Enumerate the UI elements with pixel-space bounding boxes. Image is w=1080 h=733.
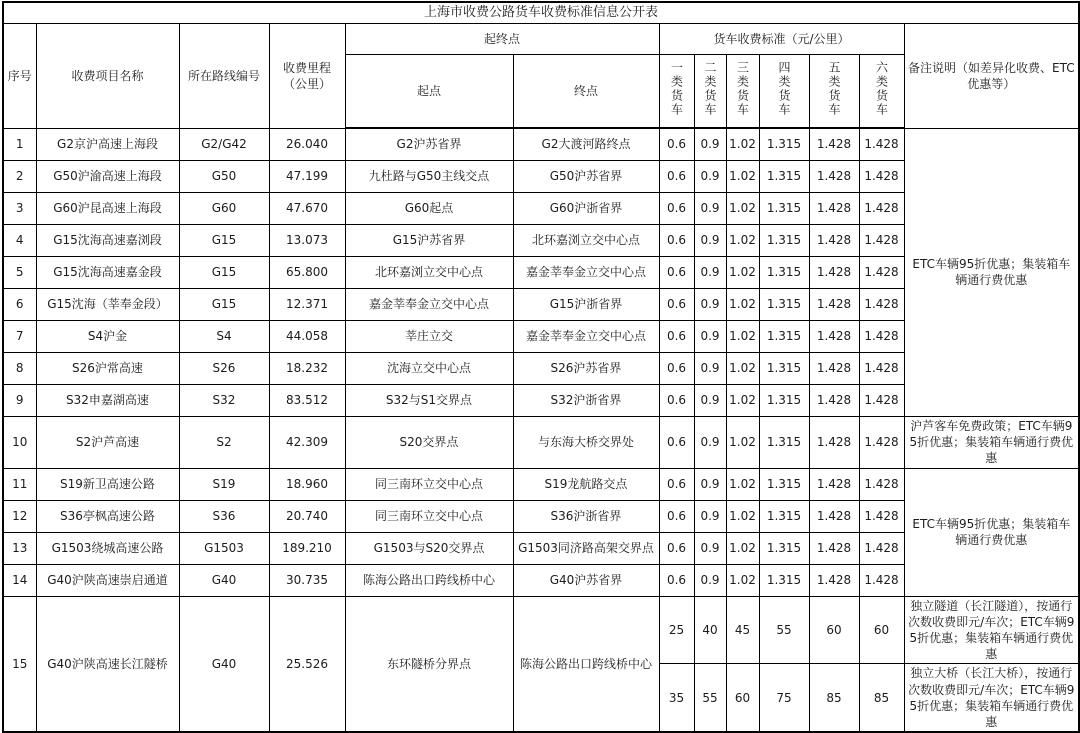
cell-fee-class-3: 1.02	[726, 564, 759, 596]
truck-class-3-label: 三类货车	[735, 60, 750, 117]
cell-fee-class-6: 85	[859, 664, 904, 732]
cell-fee-class-6: 1.428	[859, 161, 904, 193]
cell-fee-class-3: 1.02	[726, 257, 759, 289]
cell-fee-class-6: 1.428	[859, 417, 904, 469]
cell-fee-class-6: 1.428	[859, 128, 904, 161]
cell-mileage: 65.800	[269, 257, 345, 289]
cell-fee-class-2: 0.9	[694, 500, 726, 532]
cell-project-name: G15沈海高速嘉金段	[36, 257, 179, 289]
cell-start-point: G2沪苏省界	[345, 128, 513, 161]
cell-project-name: S36亭枫高速公路	[36, 500, 179, 532]
header-endpoints: 起终点	[345, 24, 659, 55]
cell-fee-class-1: 0.6	[659, 500, 694, 532]
cell-fee-class-5: 1.428	[809, 128, 859, 161]
table-title-row	[3, 2, 1079, 24]
cell-fee-class-1: 0.6	[659, 385, 694, 417]
cell-fee-class-1: 0.6	[659, 128, 694, 161]
header-mileage: 收费里程（公里）	[269, 24, 345, 129]
cell-fee-class-5: 1.428	[809, 161, 859, 193]
cell-fee-class-6: 1.428	[859, 257, 904, 289]
cell-fee-class-5: 1.428	[809, 417, 859, 469]
cell-fee-class-1: 0.6	[659, 417, 694, 469]
cell-fee-class-4: 55	[759, 596, 809, 664]
cell-project-name: G50沪渝高速上海段	[36, 161, 179, 193]
cell-fee-class-3: 1.02	[726, 417, 759, 469]
cell-fee-class-6: 1.428	[859, 532, 904, 564]
cell-fee-class-4: 1.315	[759, 468, 809, 500]
cell-project-name: S2沪芦高速	[36, 417, 179, 469]
cell-fee-class-5: 1.428	[809, 532, 859, 564]
cell-start-point: G60起点	[345, 193, 513, 225]
cell-remark: 沪芦客车免费政策；ETC车辆95折优惠；集装箱车辆通行费优惠	[904, 417, 1079, 469]
cell-fee-class-5: 1.428	[809, 385, 859, 417]
cell-seq: 1	[3, 128, 36, 161]
cell-fee-class-2: 0.9	[694, 564, 726, 596]
cell-end-point: G2大渡河路终点	[513, 128, 659, 161]
cell-mileage: 26.040	[269, 128, 345, 161]
cell-remark: 独立隧道（长江隧道），按通行次数收费即元/车次；ETC车辆95折优惠；集装箱车辆通行费优惠	[904, 596, 1079, 664]
header-remark: 备注说明（如差异化收费、ETC优惠等）	[904, 24, 1079, 129]
cell-route-number: S26	[179, 353, 269, 385]
cell-mileage: 83.512	[269, 385, 345, 417]
cell-seq: 8	[3, 353, 36, 385]
cell-seq: 11	[3, 468, 36, 500]
cell-remark: 独立大桥（长江大桥），按通行次数收费即元/车次；ETC车辆95折优惠；集装箱车辆通行费优惠	[904, 664, 1079, 732]
toll-fee-table	[2, 1, 1080, 733]
cell-end-point: S32沪浙省界	[513, 385, 659, 417]
cell-fee-class-6: 1.428	[859, 500, 904, 532]
cell-start-point: 嘉金莘奉金立交中心点	[345, 289, 513, 321]
cell-fee-class-6: 1.428	[859, 468, 904, 500]
cell-fee-class-1: 0.6	[659, 321, 694, 353]
cell-mileage: 47.199	[269, 161, 345, 193]
cell-fee-class-1: 0.6	[659, 161, 694, 193]
cell-end-point: S19龙航路交点	[513, 468, 659, 500]
cell-fee-class-5: 1.428	[809, 564, 859, 596]
cell-seq: 15	[3, 596, 36, 732]
cell-fee-class-2: 0.9	[694, 161, 726, 193]
cell-end-point: 北环嘉浏立交中心点	[513, 225, 659, 257]
cell-fee-class-1: 0.6	[659, 353, 694, 385]
cell-mileage: 42.309	[269, 417, 345, 469]
cell-fee-class-1: 25	[659, 596, 694, 664]
cell-fee-class-4: 1.315	[759, 321, 809, 353]
cell-route-number: G15	[179, 257, 269, 289]
cell-fee-class-3: 1.02	[726, 289, 759, 321]
cell-seq: 13	[3, 532, 36, 564]
cell-start-point: 同三南环立交中心点	[345, 468, 513, 500]
cell-start-point: 同三南环立交中心点	[345, 500, 513, 532]
cell-fee-class-5: 1.428	[809, 289, 859, 321]
cell-fee-class-2: 55	[694, 664, 726, 732]
cell-project-name: G40沪陕高速崇启通道	[36, 564, 179, 596]
cell-fee-class-3: 45	[726, 596, 759, 664]
cell-fee-class-5: 1.428	[809, 193, 859, 225]
table-row	[3, 596, 1079, 664]
cell-route-number: S2	[179, 417, 269, 469]
cell-end-point: 嘉金莘奉金立交中心点	[513, 321, 659, 353]
cell-end-point: 与东海大桥交界处	[513, 417, 659, 469]
cell-fee-class-2: 0.9	[694, 385, 726, 417]
cell-project-name: G60沪昆高速上海段	[36, 193, 179, 225]
cell-mileage: 189.210	[269, 532, 345, 564]
cell-fee-class-4: 1.315	[759, 532, 809, 564]
cell-fee-class-3: 1.02	[726, 321, 759, 353]
cell-fee-class-2: 0.9	[694, 128, 726, 161]
header-truck-class-6	[859, 55, 904, 129]
cell-route-number: G40	[179, 596, 269, 732]
cell-fee-class-1: 0.6	[659, 564, 694, 596]
cell-fee-class-1: 0.6	[659, 193, 694, 225]
cell-remark: ETC车辆95折优惠；集装箱车辆通行费优惠	[904, 468, 1079, 596]
cell-fee-class-3: 1.02	[726, 468, 759, 500]
header-fee-standard: 货车收费标准（元/公里）	[659, 24, 904, 55]
cell-seq: 14	[3, 564, 36, 596]
cell-fee-class-5: 1.428	[809, 257, 859, 289]
cell-seq: 3	[3, 193, 36, 225]
cell-fee-class-2: 0.9	[694, 417, 726, 469]
cell-fee-class-2: 0.9	[694, 225, 726, 257]
cell-fee-class-2: 0.9	[694, 468, 726, 500]
cell-start-point: 沈海立交中心点	[345, 353, 513, 385]
cell-end-point: G60沪浙省界	[513, 193, 659, 225]
cell-fee-class-6: 1.428	[859, 321, 904, 353]
cell-fee-class-2: 0.9	[694, 353, 726, 385]
truck-class-5-label: 五类货车	[827, 60, 841, 117]
cell-project-name: G40沪陕高速长江隧桥	[36, 596, 179, 732]
cell-start-point: S20交界点	[345, 417, 513, 469]
cell-fee-class-1: 0.6	[659, 532, 694, 564]
cell-start-point: 莘庄立交	[345, 321, 513, 353]
cell-fee-class-3: 1.02	[726, 161, 759, 193]
page-title: 上海市收费公路货车收费标准信息公开表	[3, 2, 1079, 24]
cell-fee-class-3: 1.02	[726, 128, 759, 161]
cell-fee-class-3: 1.02	[726, 353, 759, 385]
cell-route-number: S19	[179, 468, 269, 500]
cell-fee-class-5: 1.428	[809, 500, 859, 532]
header-route: 所在路线编号	[179, 24, 269, 129]
cell-start-point: G15沪苏省界	[345, 225, 513, 257]
cell-route-number: S32	[179, 385, 269, 417]
cell-fee-class-5: 1.428	[809, 468, 859, 500]
cell-end-point: 嘉金莘奉金立交中心点	[513, 257, 659, 289]
table-row	[3, 468, 1079, 500]
cell-fee-class-6: 1.428	[859, 193, 904, 225]
cell-route-number: G1503	[179, 532, 269, 564]
cell-fee-class-4: 1.315	[759, 225, 809, 257]
cell-fee-class-4: 1.315	[759, 161, 809, 193]
table-row	[3, 128, 1079, 161]
truck-class-2-label: 二类货车	[703, 60, 717, 117]
cell-route-number: G60	[179, 193, 269, 225]
cell-seq: 10	[3, 417, 36, 469]
cell-mileage: 44.058	[269, 321, 345, 353]
cell-fee-class-2: 0.9	[694, 532, 726, 564]
cell-start-point: S32与S1交界点	[345, 385, 513, 417]
header-truck-class-5	[809, 55, 859, 129]
cell-fee-class-5: 1.428	[809, 321, 859, 353]
cell-end-point: 陈海公路出口跨线桥中心	[513, 596, 659, 732]
cell-route-number: G2/G42	[179, 128, 269, 161]
cell-fee-class-4: 1.315	[759, 417, 809, 469]
cell-remark: ETC车辆95折优惠；集装箱车辆通行费优惠	[904, 128, 1079, 417]
cell-fee-class-2: 0.9	[694, 289, 726, 321]
cell-fee-class-4: 1.315	[759, 128, 809, 161]
cell-project-name: S4沪金	[36, 321, 179, 353]
cell-seq: 2	[3, 161, 36, 193]
cell-fee-class-1: 0.6	[659, 289, 694, 321]
cell-end-point: S36沪浙省界	[513, 500, 659, 532]
table-row	[3, 417, 1079, 469]
cell-fee-class-4: 1.315	[759, 353, 809, 385]
header-end-point: 终点	[513, 55, 659, 129]
cell-fee-class-6: 1.428	[859, 564, 904, 596]
cell-project-name: S26沪常高速	[36, 353, 179, 385]
cell-mileage: 18.960	[269, 468, 345, 500]
cell-route-number: S36	[179, 500, 269, 532]
cell-end-point: G40沪苏省界	[513, 564, 659, 596]
cell-mileage: 25.526	[269, 596, 345, 732]
cell-mileage: 20.740	[269, 500, 345, 532]
cell-end-point: G1503同济路高架交界点	[513, 532, 659, 564]
cell-start-point: 九杜路与G50主线交点	[345, 161, 513, 193]
cell-fee-class-5: 1.428	[809, 225, 859, 257]
cell-mileage: 13.073	[269, 225, 345, 257]
cell-fee-class-3: 1.02	[726, 500, 759, 532]
cell-fee-class-5: 1.428	[809, 353, 859, 385]
cell-fee-class-6: 1.428	[859, 385, 904, 417]
cell-fee-class-6: 60	[859, 596, 904, 664]
cell-seq: 5	[3, 257, 36, 289]
cell-fee-class-2: 40	[694, 596, 726, 664]
cell-fee-class-2: 0.9	[694, 257, 726, 289]
cell-route-number: G50	[179, 161, 269, 193]
cell-fee-class-4: 1.315	[759, 193, 809, 225]
cell-fee-class-4: 1.315	[759, 257, 809, 289]
cell-mileage: 18.232	[269, 353, 345, 385]
cell-mileage: 47.670	[269, 193, 345, 225]
truck-class-1-label: 一类货车	[669, 60, 684, 117]
cell-seq: 12	[3, 500, 36, 532]
cell-route-number: G15	[179, 289, 269, 321]
cell-fee-class-1: 0.6	[659, 468, 694, 500]
cell-project-name: S19新卫高速公路	[36, 468, 179, 500]
cell-route-number: G15	[179, 225, 269, 257]
cell-project-name: S32申嘉湖高速	[36, 385, 179, 417]
cell-fee-class-4: 75	[759, 664, 809, 732]
cell-fee-class-1: 0.6	[659, 225, 694, 257]
cell-end-point: G50沪苏省界	[513, 161, 659, 193]
cell-fee-class-5: 60	[809, 596, 859, 664]
truck-class-4-label: 四类货车	[777, 60, 791, 117]
header-name: 收费项目名称	[36, 24, 179, 129]
cell-seq: 6	[3, 289, 36, 321]
cell-start-point: 陈海公路出口跨线桥中心	[345, 564, 513, 596]
cell-fee-class-2: 0.9	[694, 193, 726, 225]
cell-fee-class-3: 1.02	[726, 385, 759, 417]
cell-fee-class-3: 1.02	[726, 532, 759, 564]
cell-fee-class-1: 0.6	[659, 257, 694, 289]
cell-project-name: G1503绕城高速公路	[36, 532, 179, 564]
cell-mileage: 12.371	[269, 289, 345, 321]
cell-fee-class-3: 1.02	[726, 193, 759, 225]
cell-seq: 4	[3, 225, 36, 257]
cell-route-number: G40	[179, 564, 269, 596]
cell-fee-class-3: 60	[726, 664, 759, 732]
cell-seq: 7	[3, 321, 36, 353]
cell-project-name: G15沈海（莘奉金段）	[36, 289, 179, 321]
header-start-point: 起点	[345, 55, 513, 129]
cell-route-number: S4	[179, 321, 269, 353]
cell-fee-class-2: 0.9	[694, 321, 726, 353]
cell-start-point: 北环嘉浏立交中心点	[345, 257, 513, 289]
cell-end-point: S26沪苏省界	[513, 353, 659, 385]
cell-seq: 9	[3, 385, 36, 417]
header-truck-class-1	[659, 55, 694, 129]
header-seq: 序号	[3, 24, 36, 129]
cell-fee-class-5: 85	[809, 664, 859, 732]
cell-fee-class-1: 35	[659, 664, 694, 732]
header-truck-class-2	[694, 55, 726, 129]
cell-start-point: G1503与S20交界点	[345, 532, 513, 564]
cell-fee-class-6: 1.428	[859, 289, 904, 321]
cell-project-name: G15沈海高速嘉浏段	[36, 225, 179, 257]
cell-project-name: G2京沪高速上海段	[36, 128, 179, 161]
cell-fee-class-3: 1.02	[726, 225, 759, 257]
cell-fee-class-4: 1.315	[759, 564, 809, 596]
cell-end-point: G15沪浙省界	[513, 289, 659, 321]
header-truck-class-3	[726, 55, 759, 129]
cell-mileage: 30.735	[269, 564, 345, 596]
cell-fee-class-6: 1.428	[859, 353, 904, 385]
cell-fee-class-6: 1.428	[859, 225, 904, 257]
truck-class-6-label: 六类货车	[874, 60, 889, 117]
cell-fee-class-4: 1.315	[759, 385, 809, 417]
header-truck-class-4	[759, 55, 809, 129]
cell-fee-class-4: 1.315	[759, 500, 809, 532]
cell-start-point: 东环隧桥分界点	[345, 596, 513, 732]
cell-fee-class-4: 1.315	[759, 289, 809, 321]
